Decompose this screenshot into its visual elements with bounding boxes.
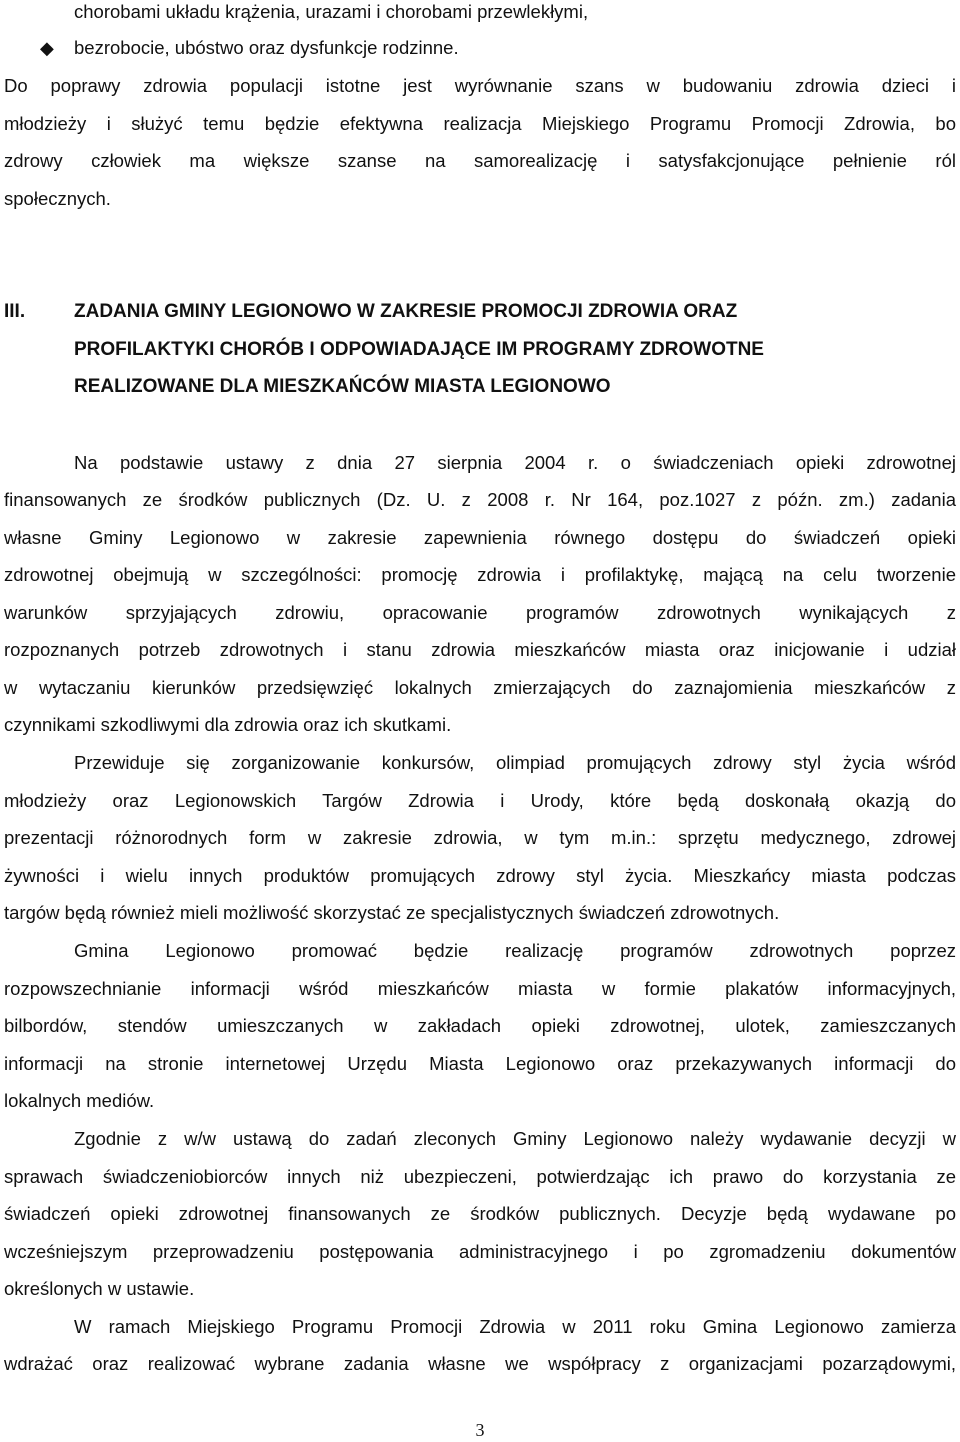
paragraph-line: świadczeń opieki zdrowotnej finansowanych ze środków publicznych. Decyzje będą wydawane po (4, 1203, 956, 1224)
paragraph-line: informacji na stronie internetowej Urzędu Miasta Legionowo oraz przekazywanych informacji do (4, 1053, 956, 1074)
paragraph-line: zdrowy człowiek ma większe szanse na samorealizację i satysfakcjonujące pełnienie ról (4, 150, 956, 171)
paragraph-line: czynnikami szkodliwymi dla zdrowia oraz ich skutkami. (4, 714, 452, 735)
paragraph-line: społecznych. (4, 188, 111, 209)
paragraph-line: bilbordów, stendów umieszczanych w zakładach opieki zdrowotnej, ulotek, zamieszczanych (4, 1015, 956, 1036)
paragraph-line: sprawach świadczeniobiorców innych niż ubezpieczeni, potwierdzając ich prawo do korzystania ze (4, 1166, 956, 1187)
paragraph-line: w wytaczaniu kierunków przedsięwzięć lokalnych zmierzających do zaznajomienia mieszkańców z (4, 677, 956, 698)
paragraph-line: Do poprawy zdrowia populacji istotne jest wyrównanie szans w budowaniu zdrowia dzieci i (4, 75, 956, 96)
paragraph-line: Przewiduje się zorganizowanie konkursów, olimpiad promujących zdrowy styl życia wśród (74, 752, 956, 773)
paragraph-line: finansowanych ze środków publicznych (Dz. U. z 2008 r. Nr 164, poz.1027 z późn. zm.) zadania (4, 489, 956, 510)
diamond-bullet-icon: ◆ (40, 38, 54, 58)
paragraph-line: W ramach Miejskiego Programu Promocji Zdrowia w 2011 roku Gmina Legionowo zamierza (74, 1316, 956, 1337)
section-title-line: PROFILAKTYKI CHORÓB I ODPOWIADAJĄCE IM PROGRAMY ZDROWOTNE (74, 339, 764, 360)
paragraph-line: rozpoznanych potrzeb zdrowotnych i stanu zdrowia mieszkańców miasta oraz inicjowanie i udział (4, 639, 956, 660)
paragraph-line: wdrażać oraz realizować wybrane zadania własne we współpracy z organizacjami pozarządowymi, (4, 1353, 956, 1374)
paragraph-line: targów będą również mieli możliwość skorzystać ze specjalistycznych świadczeń zdrowotnych. (4, 902, 780, 923)
paragraph-line: Gmina Legionowo promować będzie realizację programów zdrowotnych poprzez (74, 940, 956, 961)
paragraph-line: prezentacji różnorodnych form w zakresie zdrowia, w tym m.in.: sprzętu medycznego, zdrowej (4, 827, 956, 848)
bullet-item (40, 34, 956, 62)
bullet-text: chorobami układu krążenia, urazami i chorobami przewlekłymi, (74, 1, 589, 22)
section-title-line: ZADANIA GMINY LEGIONOWO W ZAKRESIE PROMOCJI ZDROWIA ORAZ (74, 301, 738, 322)
paragraph-line: lokalnych mediów. (4, 1090, 155, 1111)
paragraph-line: własne Gminy Legionowo w zakresie zapewnienia równego dostępu do świadczeń opieki (4, 527, 956, 548)
paragraph-line: młodzieży i służyć temu będzie efektywna realizacja Miejskiego Programu Promocji Zdrowia, bo (4, 113, 956, 134)
paragraph-line: Zgodnie z w/w ustawą do zadań zleconych Gminy Legionowo należy wydawanie decyzji w (74, 1128, 956, 1149)
paragraph-line: młodzieży oraz Legionowskich Targów Zdrowia i Urody, które będą doskonałą okazją do (4, 790, 956, 811)
section-heading (4, 298, 956, 326)
paragraph-line: warunków sprzyjających zdrowiu, opracowanie programów zdrowotnych wynikających z (4, 602, 956, 623)
paragraph-line: zdrowotnej obejmują w szczególności: promocję zdrowia i profilaktykę, mającą na celu tworzenie (4, 564, 956, 585)
paragraph-line: wcześniejszym przeprowadzeniu postępowania administracyjnego i po zgromadzeniu dokumentów (4, 1241, 956, 1262)
paragraph-line: określonych w ustawie. (4, 1278, 195, 1299)
page-number: 3 (475, 1420, 485, 1440)
paragraph-line: żywności i wielu innych produktów promujących zdrowy styl życia. Mieszkańcy miasta podczas (4, 865, 956, 886)
section-title-line: REALIZOWANE DLA MIESZKAŃCÓW MIASTA LEGIONOWO (74, 376, 611, 397)
bullet-text: bezrobocie, ubóstwo oraz dysfunkcje rodzinne. (74, 37, 459, 58)
bullet-item (40, 0, 956, 26)
paragraph-line: rozpowszechnianie informacji wśród mieszkańców miasta w formie plakatów informacyjnych, (4, 978, 956, 999)
section-number: III. (4, 301, 26, 322)
paragraph-line: Na podstawie ustawy z dnia 27 sierpnia 2004 r. o świadczeniach opieki zdrowotnej (74, 452, 956, 473)
